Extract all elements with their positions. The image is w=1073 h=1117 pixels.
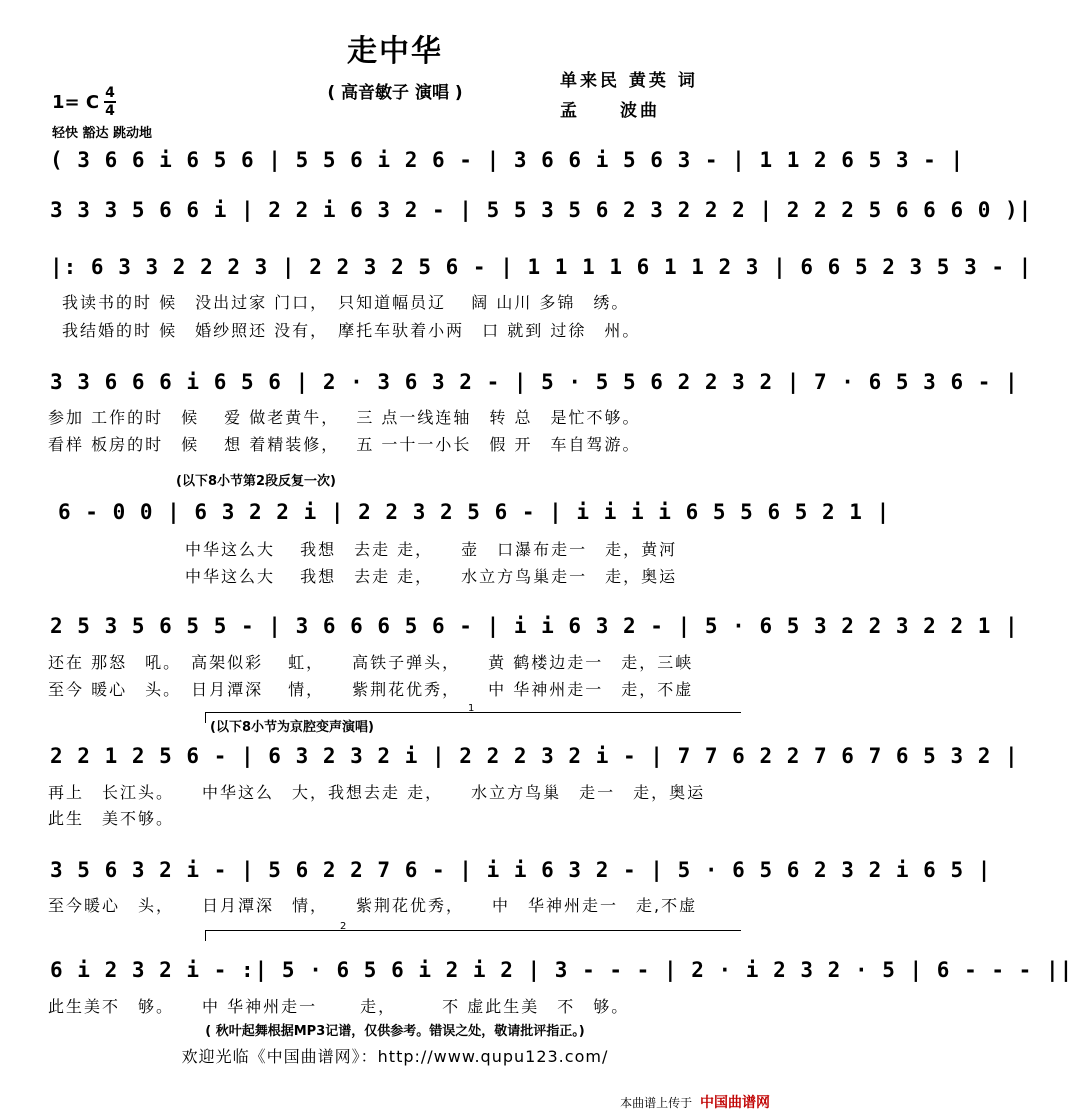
volta-number-2: 2 [340, 921, 347, 932]
upload-label: 本曲谱上传于 [620, 1096, 693, 1110]
notation-line-4: 3 3 6 6 6 i 6 5 6 | 2 · 3 6 3 2 - | 5 · 5 5 6 2 2 3 2 | 7 · 6 5 3 6 - | [50, 370, 1019, 394]
lyric-line-3a: 我读书的时 候 没出过家 门口， 只知道幅员辽 阔 山川 多锦 绣。 [62, 293, 630, 312]
time-signature-bottom: 4 [105, 103, 115, 119]
lyricist-credit: 单来民 黄英 词 [560, 71, 698, 91]
lyric-line-6a: 还在 那怒 吼。 高架似彩 虹， 高铁子弹头， 黄 鹤楼边走一 走，三峡 [48, 653, 694, 672]
transcription-note: ( 秋叶起舞根据MP3记谱，仅供参考。错误之处，敬请批评指正。) [205, 1024, 585, 1039]
time-signature-top: 4 [105, 85, 115, 101]
lyric-line-3b: 我结婚的时 候 婚纱照还 没有， 摩托车驮着小两 口 就到 过徐 州。 [62, 321, 641, 340]
notation-line-5: 6 - 0 0 | 6 3 2 2 i | 2 2 3 2 5 6 - | i i i i 6 5 5 6 5 2 1 | [58, 500, 891, 524]
notation-line-7: 2 2 1 2 5 6 - | 6 3 2 3 2 i | 2 2 2 3 2 i - | 7 7 6 2 2 7 6 7 6 5 3 2 | [50, 744, 1019, 768]
notation-line-6: 2 5 3 5 6 5 5 - | 3 6 6 6 5 6 - | i i 6 3 2 - | 5 · 6 5 3 2 2 3 2 2 1 | [50, 614, 1019, 638]
lyric-line-6b: 至今 暖心 头。 日月潭深 情， 紫荆花优秀， 中 华神州走一 走，不虚 [48, 680, 694, 699]
upload-notice [620, 1092, 770, 1112]
lyric-line-5b: 中华这么大 我想 去走 走， 水立方鸟巢走一 走，奥运 [185, 567, 678, 586]
key-signature: 1= C [52, 92, 100, 113]
volta-bracket-2 [205, 930, 741, 941]
lyric-line-4b: 看样 板房的时 候 想 着精装修， 五 一十一小长 假 开 车自驾游。 [48, 435, 641, 454]
song-subtitle: ( 高音敏子 演唱 ) [327, 83, 463, 103]
lyric-line-7a: 再上 长江头。 中华这么 大，我想去走 走， 水立方鸟巢 走一 走，奥运 [48, 783, 706, 802]
lyric-line-5a: 中华这么大 我想 去走 走， 壶 口瀑布走一 走，黄河 [185, 540, 678, 559]
notation-line-1: ( 3 6 6 i 6 5 6 | 5 5 6 i 2 6 - | 3 6 6 i 5 6 3 - | 1 1 2 6 5 3 - | [50, 148, 965, 172]
volta-1-instruction: (以下8小节为京腔变声演唱) [210, 720, 374, 735]
lyric-line-9a: 此生美不 够。 中 华神州走一 走， 不 虚此生美 不 够。 [48, 997, 630, 1016]
song-title: 走中华 [347, 34, 443, 69]
lyric-line-4a: 参加 工作的时 候 爱 做老黄牛， 三 点一线连轴 转 总 是忙不够。 [48, 408, 641, 427]
repeat-instruction: (以下8小节第2段反复一次) [176, 474, 336, 489]
site-logo: 中国曲谱网 [700, 1095, 770, 1111]
tempo-marking: 轻快 豁达 跳动地 [52, 126, 153, 141]
notation-line-2: 3 3 3 5 6 6 i | 2 2 i 6 3 2 - | 5 5 3 5 6 2 3 2 2 2 | 2 2 2 5 6 6 6 0 )| [50, 198, 1033, 222]
time-signature [104, 86, 116, 118]
volta-number-1: 1 [468, 703, 475, 714]
lyric-line-8a: 至今暖心 头， 日月潭深 情， 紫荆花优秀， 中 华神州走一 走,不虚 [48, 896, 698, 915]
notation-line-9: 6 i 2 3 2 i - :| 5 · 6 5 6 i 2 i 2 | 3 - - - | 2 · i 2 3 2 · 5 | 6 - - - || [50, 958, 1073, 982]
website-notice[interactable]: 欢迎光临《中国曲谱网》：http://www.qupu123.com/ [181, 1047, 609, 1066]
notation-line-8: 3 5 6 3 2 i - | 5 6 2 2 7 6 - | i i 6 3 2 - | 5 · 6 5 6 2 3 2 i 6 5 | [50, 858, 992, 882]
composer-credit: 孟 波曲 [560, 101, 660, 121]
lyric-line-7b: 此生 美不够。 [48, 809, 175, 828]
notation-line-3: |: 6 3 3 2 2 2 3 | 2 2 3 2 5 6 - | 1 1 1 1 6 1 1 2 3 | 6 6 5 2 3 5 3 - | [50, 255, 1033, 279]
